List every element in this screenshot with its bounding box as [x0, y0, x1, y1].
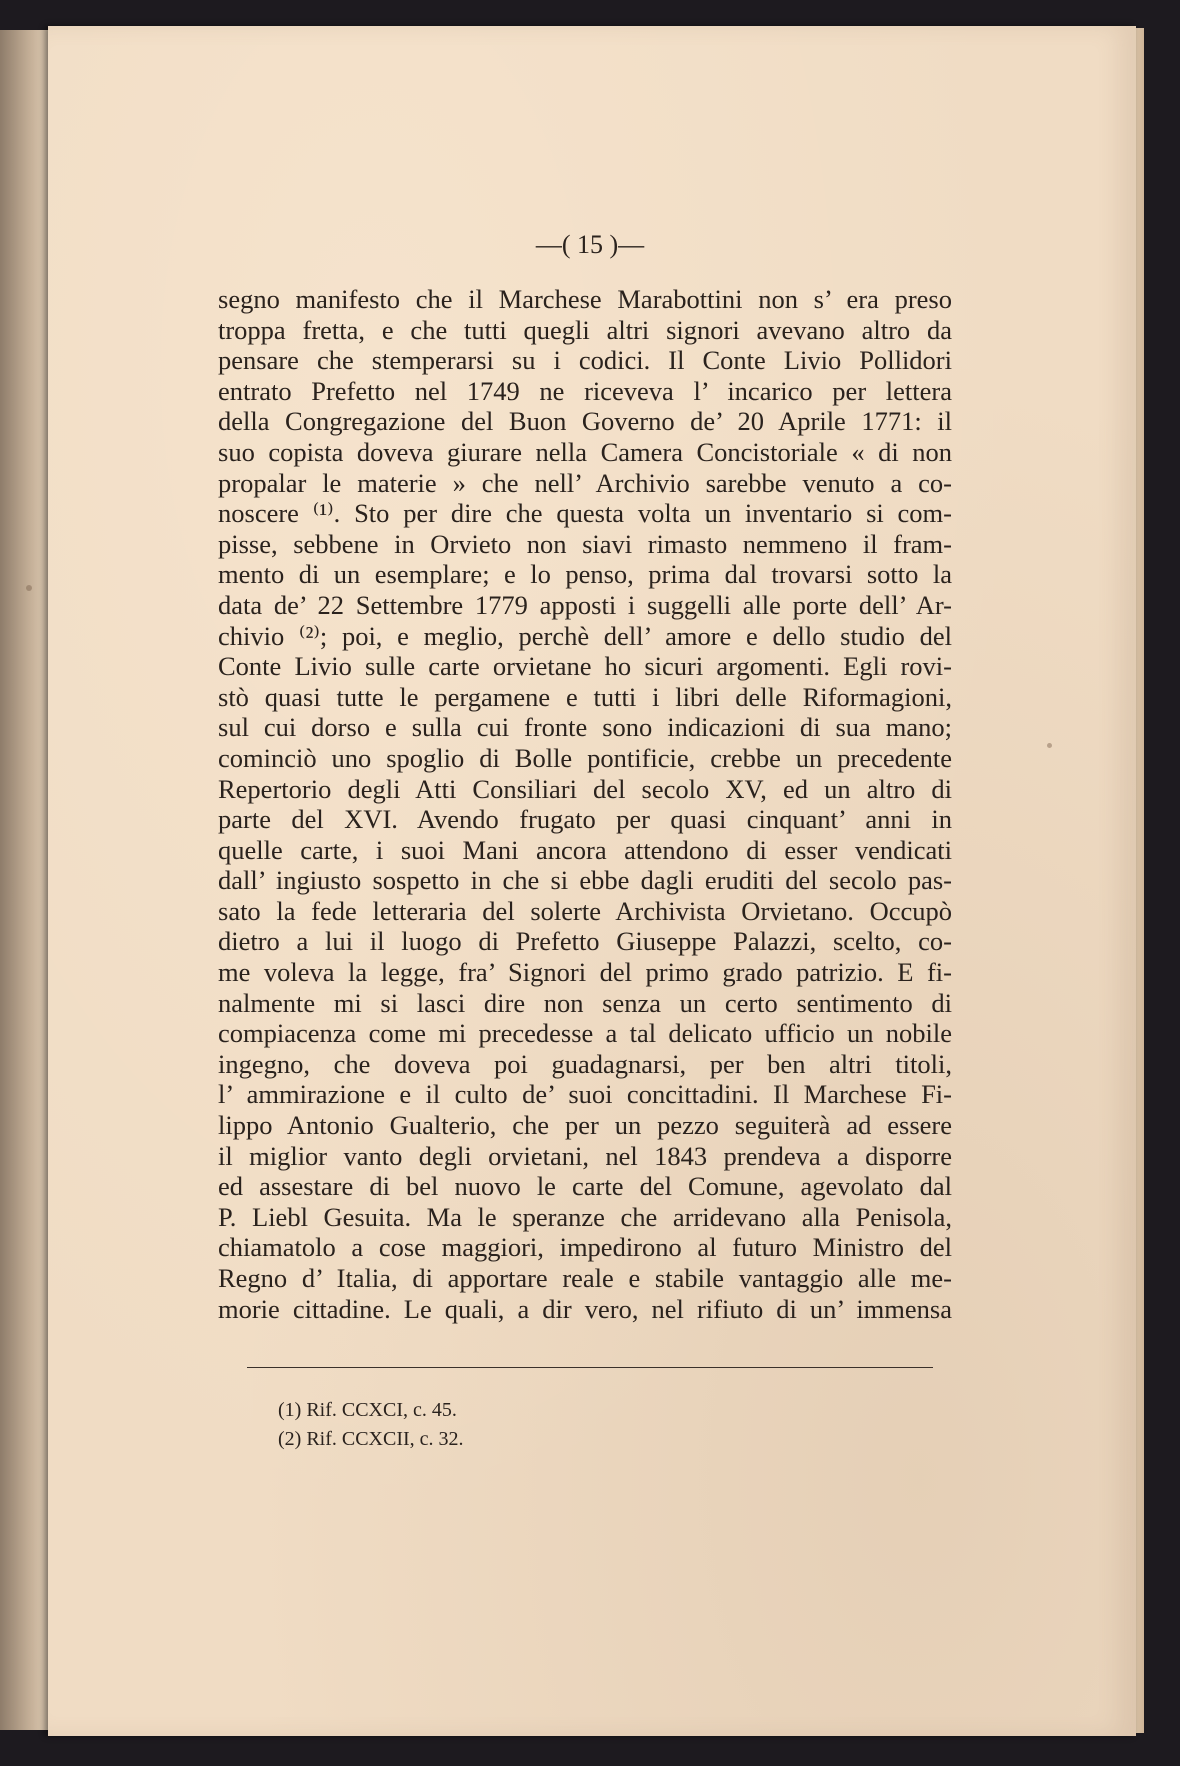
page-number-header: —( 15 )— [535, 230, 645, 259]
text-line: l’ ammirazione e il culto de’ suoi concittadini. Il Marchese Fi- [218, 1079, 952, 1110]
text-line: il miglior vanto degli orvietani, nel 1843 prendeva a disporre [218, 1140, 952, 1171]
text-line: chiamatolo a cose maggiori, impedirono al futuro Ministro del [218, 1232, 952, 1263]
text-line: ingegno, che doveva poi guadagnarsi, per ben altri titoli, [218, 1048, 952, 1079]
footnote-2: (2) Rif. CCXCII, c. 32. [278, 1428, 464, 1450]
text-line: chivio ⁽²⁾; poi, e meglio, perchè dell’ amore e dello studio del [218, 620, 952, 651]
text-line: P. Liebl Gesuita. Ma le speranze che arridevano alla Penisola, [218, 1201, 952, 1232]
text-line: Regno d’ Italia, di apportare reale e stabile vantaggio alle me- [218, 1263, 952, 1293]
text-line: noscere ⁽¹⁾. Sto per dire che questa volta un inventario si com- [218, 498, 952, 529]
text-line: stò quasi tutte le pergamene e tutti i libri delle Riformagioni, [218, 681, 952, 712]
text-line: cominciò uno spoglio di Bolle pontificie, crebbe un precedente [218, 742, 952, 773]
text-line: quelle carte, i suoi Mani ancora attendono di esser vendicati [218, 834, 952, 865]
text-line: lippo Antonio Gualterio, che per un pezzo seguiterà ad essere [218, 1110, 952, 1141]
text-line: dall’ ingiusto sospetto in che si ebbe dagli eruditi del secolo pas- [218, 865, 952, 896]
text-line: nalmente mi si lasci dire non senza un certo sentimento di [218, 987, 952, 1018]
text-line: pisse, sebbene in Orvieto non siavi rimasto nemmeno il fram- [218, 528, 952, 559]
text-line: sato la fede letteraria del solerte Archivista Orvietano. Occupò [218, 895, 952, 926]
text-line: Repertorio degli Atti Consiliari del secolo XV, ed un altro di [218, 773, 952, 804]
text-line: pensare che stemperarsi su i codici. Il Conte Livio Pollidori [218, 345, 952, 376]
text-line: mento di un esemplare; e lo penso, prima dal trovarsi sotto la [218, 559, 952, 590]
text-line: sul cui dorso e sulla cui fronte sono indicazioni di sua mano; [218, 712, 952, 743]
text-line: propalar le materie » che nell’ Archivio sarebbe venuto a co- [218, 467, 952, 498]
text-line: morie cittadine. Le quali, a dir vero, nel rifiuto di un’ immensa [218, 1293, 952, 1324]
text-line: data de’ 22 Settembre 1779 apposti i suggelli alle porte dell’ Ar- [218, 589, 952, 620]
text-line: ed assestare di bel nuovo le carte del Comune, agevolato dal [218, 1171, 952, 1202]
text-line: parte del XVI. Avendo frugato per quasi cinquant’ anni in [218, 804, 952, 835]
text-line: Conte Livio sulle carte orvietane ho sicuri argomenti. Egli rovi- [218, 651, 952, 682]
text-line: dietro a lui il luogo di Prefetto Giuseppe Palazzi, scelto, co- [218, 926, 952, 957]
paper-speck [1047, 743, 1052, 748]
footnote-1: (1) Rif. CCXCI, c. 45. [278, 1399, 457, 1421]
text-line: entrato Prefetto nel 1749 ne riceveva l’ incarico per lettera [218, 375, 952, 406]
text-line: troppa fretta, e che tutti quegli altri signori avevano altro da [218, 314, 952, 345]
text-line: compiacenza come mi precedesse a tal delicato ufficio un nobile [218, 1018, 952, 1049]
text-line: della Congregazione del Buon Governo de’ 20 Aprile 1771: il [218, 406, 952, 437]
text-line: segno manifesto che il Marchese Marabottini non s’ era preso [218, 284, 952, 314]
paper-speck [26, 585, 32, 591]
footnote-rule [247, 1367, 933, 1368]
text-line: me voleva la legge, fra’ Signori del primo grado patrizio. E fi- [218, 957, 952, 988]
previous-page-edge [0, 30, 54, 1730]
body-text [218, 284, 952, 1324]
footnotes [278, 1396, 464, 1454]
text-line: suo copista doveva giurare nella Camera Concistoriale « di non [218, 436, 952, 467]
